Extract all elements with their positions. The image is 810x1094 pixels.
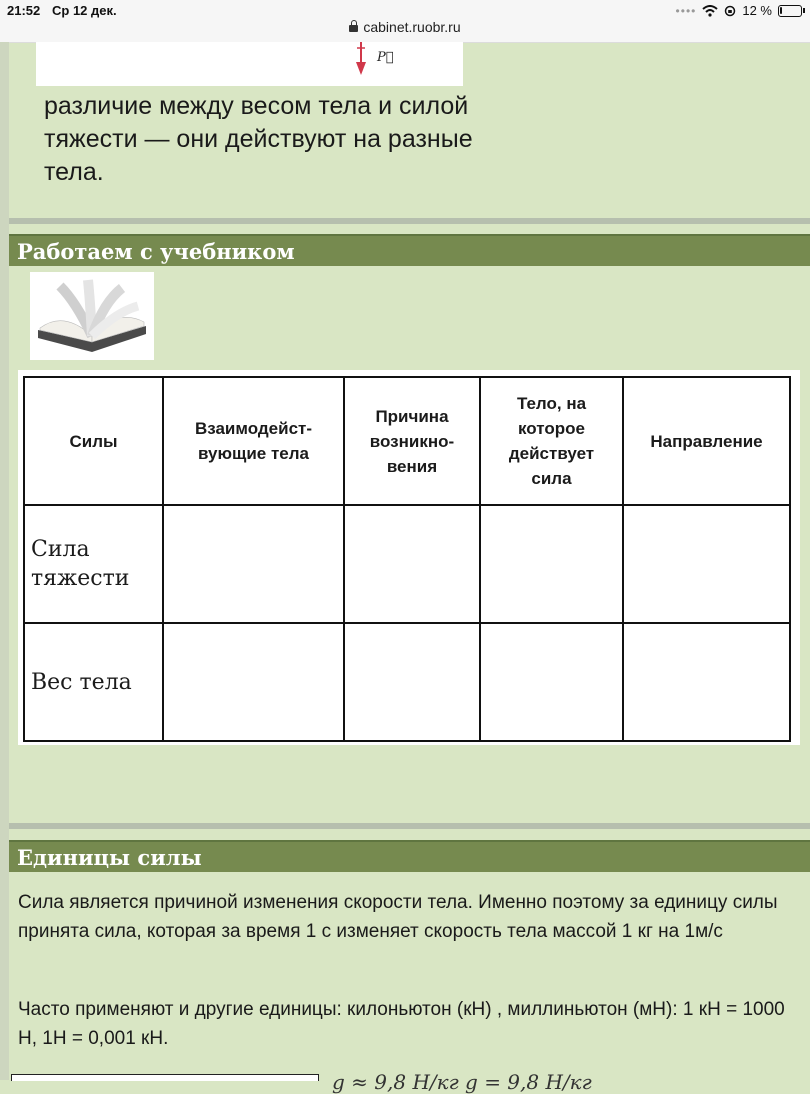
header-cell: Тело, на которое действует сила [480,377,623,505]
intro-text: различие между весом тела и силой тяжести — они действуют на разные тела. [44,92,473,186]
table-row [24,505,790,623]
table-header-row [24,377,790,505]
units-paragraph-2: Часто применяют и другие единицы: килоньютон (кН) , миллиньютон (мН): 1 кН = 1000 Н, 1Н = 0,001 кН. [18,999,785,1049]
status-bar [0,0,810,43]
weight-vector-label: P⃗ [377,50,394,65]
open-book-icon [30,272,154,360]
row-label: Вес тела [24,623,163,741]
url-text: cabinet.ruobr.ru [363,19,461,35]
units-section-title: Единицы силы [9,840,810,872]
left-border [0,42,9,1080]
forces-table [23,376,791,742]
open-book-image [30,272,154,360]
header-cell: Направление [623,377,790,505]
row-label: Сила тяжести [24,505,163,623]
table-cell [623,623,790,741]
status-date: Ср 12 дек. [52,3,117,18]
table-cell [623,505,790,623]
forces-table-container [18,370,800,745]
table-cell [344,623,480,741]
orientation-lock-icon [724,5,736,17]
table-cell [163,505,344,623]
battery-percent: 12 % [742,3,772,18]
force-figure [36,42,463,86]
status-time: 21:52 [7,3,41,18]
table-cell [344,505,480,623]
table-cell [163,623,344,741]
battery-fill [780,7,782,14]
weight-arrow-icon [351,42,371,86]
lock-icon [349,25,358,32]
formula-cut-text: g ≈ 9,8 Н/кг g = 9,8 Н/кг [332,1070,592,1094]
table-cell [480,623,623,741]
section-separator [9,218,810,224]
table-cell [480,505,623,623]
units-paragraph-1: Сила является причиной изменения скорости тела. Именно поэтому за единицу силы принята сила, которая за время 1 с изменяет скорость тела массой 1 кг на 1м/с [18,892,778,942]
header-cell: Причина возникно-вения [344,377,480,505]
table-row [24,623,790,741]
wifi-icon [702,5,718,17]
url-bar[interactable] [0,19,810,35]
section-separator [9,823,810,829]
textbook-section-title: Работаем с учебником [9,234,810,266]
battery-icon [778,5,802,17]
header-cell: Взаимодейст-вующие тела [163,377,344,505]
more-dots-icon: •••• [675,3,697,18]
header-cell: Силы [24,377,163,505]
status-indicators [676,3,802,18]
